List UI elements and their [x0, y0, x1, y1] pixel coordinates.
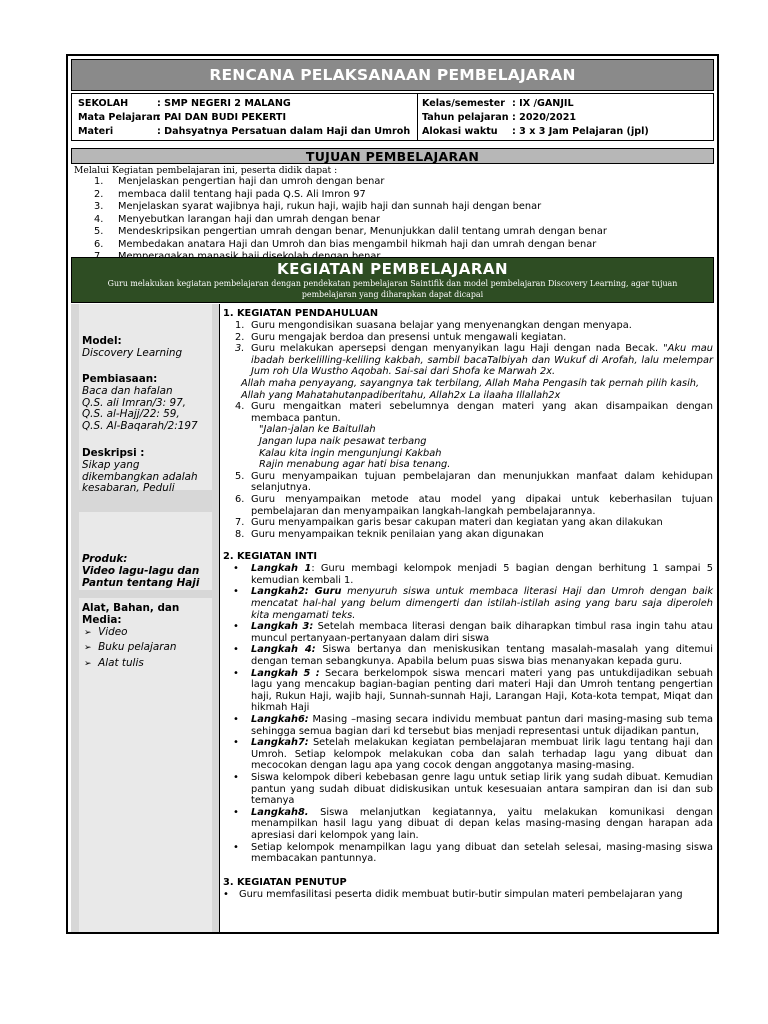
- bullet-icon: •: [233, 841, 239, 853]
- kelas-value: : IX /GANJIL: [512, 98, 574, 109]
- tujuan-item-number: 2.: [94, 188, 104, 200]
- pendahuluan-item: 6. Guru menyampaikan metode atau model yang dipakai untuk keberhasilan tujuan pembelajaran dan menyampaikan langkah-langkah pembelajarannya.: [235, 493, 713, 517]
- activity-content: [223, 308, 713, 900]
- bullet-icon: •: [233, 563, 239, 575]
- tujuan-item-text: Membedakan anatara Haji dan Umroh dan bias mengambil hikmah haji dan umrah dengan benar: [118, 238, 597, 250]
- arrow-icon: ➢: [84, 659, 92, 670]
- pendahuluan-item: 5. Guru menyampaikan tujuan pembelajaran dan menunjukkan manfaat dalam kehidupan selanjutnya.: [235, 470, 713, 494]
- tujuan-item: [94, 176, 607, 189]
- deskripsi-line: Sikap yang: [82, 458, 140, 471]
- tujuan-item-text: membaca dalil tentang haji pada Q.S. Ali Imron 97: [118, 188, 366, 200]
- kegiatan-subtitle-1: Guru melakukan kegiatan pembelajaran dengan pendekatan pembelajaran Saintifik dan model pembelajaran Discovery Learning, agar tujuan: [107, 279, 678, 288]
- penutup-title: 3. KEGIATAN PENUTUP: [223, 876, 347, 888]
- inti-title: 2. KEGIATAN INTI: [223, 551, 318, 563]
- deskripsi-line: kesabaran, Peduli: [82, 482, 175, 495]
- model-label: Model:: [82, 335, 122, 347]
- tujuan-intro: Melalui Kegiatan pembelajaran ini, peserta didik dapat :: [74, 165, 338, 176]
- tujuan-item-text: Menjelaskan pengertian haji dan umroh dengan benar: [118, 176, 385, 187]
- produk-line: Pantun tentang Haji: [82, 576, 200, 589]
- model-value: Discovery Learning: [82, 346, 183, 359]
- kegiatan-title: KEGIATAN PEMBELAJARAN: [276, 260, 509, 278]
- document-title: RENCANA PELAKSANAAN PEMBELAJARAN: [209, 66, 576, 84]
- tujuan-header: [71, 148, 714, 164]
- pendahuluan-item: 3. Guru melakukan apersepsi dengan menyanyikan lagu Haji dengan nada Becak. "Aku mau ibadah berkelilling-keliling kakbah, sambil bacaTalbiyah dan Wukuf di Arofah, lalu melempar Jum roh Ula Wustho Aqobah. Sai-sai dari Shofa ke Marwah 2x.: [235, 343, 713, 378]
- pendahuluan-item: 2. Guru mengajak berdoa dan presensi untuk mengawali kegiatan.: [235, 331, 567, 343]
- kelas-label: Kelas/semester: [422, 98, 506, 109]
- pantun-line: Jangan lupa naik pesawat terbang: [259, 435, 427, 447]
- inti-step: • Langkah7: Setelah melakukan kegiatan pembelajaran membuat lirik lagu tentang haji dan Umroh. Setiap kelompok melakukan coba dan salah terhadap lagu yang dibuat dan mecocokan dengan lagu apa yang cocok dengan anggotanya masing-masing.: [233, 737, 713, 772]
- bullet-icon: •: [233, 737, 239, 749]
- pendahuluan-lyric: Allah maha penyayang, sayangnya tak terbilang, Allah Maha Pengasih tak pernah pilih kasih, Allah yang Mahatahutanpadiberitahu, Allah2x La ilaaha Illallah2x: [241, 377, 700, 401]
- bullet-icon: •: [233, 644, 239, 656]
- alat-item: ➢ Alat tulis: [84, 657, 144, 670]
- pantun-line: Rajin menabung agar hati bisa tenang.: [259, 459, 451, 471]
- tujuan-item-text: Menjelaskan syarat wajibnya haji, rukun haji, wajib haji dan sunnah haji dengan benar: [118, 201, 542, 212]
- alat-label: Media:: [82, 613, 122, 626]
- inti-list: [223, 563, 713, 864]
- tujuan-item-number: 5.: [94, 226, 104, 237]
- pendahuluan-list: [223, 320, 713, 540]
- arrow-icon: ➢: [84, 643, 92, 654]
- pendahuluan-item: 7. Guru menyampaikan garis besar cakupan materi dan kegiatan yang akan dilakukan: [235, 517, 663, 529]
- tujuan-item-number: 1.: [94, 176, 104, 187]
- bullet-icon: •: [233, 771, 239, 783]
- tujuan-item-text: Menyebutkan larangan haji dan umrah dengan benar: [118, 213, 381, 225]
- penutup-item: • Guru memfasilitasi peserta didik membuat butir-butir simpulan materi pembelajaran yang: [223, 888, 683, 900]
- tujuan-item: [94, 189, 607, 202]
- produk-label: Produk:: [82, 553, 128, 565]
- mapel-value: : PAI DAN BUDI PEKERTI: [157, 112, 287, 123]
- pembiasaan-label: Pembiasaan:: [82, 373, 158, 385]
- sekolah-label: SEKOLAH: [78, 98, 129, 109]
- alokasi-value: : 3 x 3 Jam Pelajaran (jpl): [512, 126, 649, 137]
- bullet-icon: •: [223, 888, 229, 900]
- rpp-document: [66, 54, 719, 934]
- bullet-icon: •: [233, 621, 239, 633]
- deskripsi-label: Deskripsi :: [82, 447, 145, 459]
- inti-step: • Langkah6: Masing –masing secara individu membuat pantun dari masing-masing sub tema sehingga semua bagian dari kd tersebut bias menjadi representasi untuk dijadikan pantun,: [233, 714, 713, 737]
- tujuan-item-text: Mendeskripsikan pengertian umrah dengan benar, Menunjukkan dalil tentang umrah dengan benar: [118, 226, 607, 237]
- tujuan-item: [94, 201, 607, 214]
- pembiasaan-line: Q.S. al-Hajj/22: 59,: [82, 408, 180, 421]
- tujuan-item: [94, 239, 607, 252]
- pantun-line: Kalau kita ingin mengunjungi Kakbah: [259, 447, 442, 459]
- pendahuluan-item: 8. Guru menyampaikan teknik penilaian yang akan digunakan: [235, 528, 544, 540]
- alat-item: ➢ Buku pelajaran: [84, 641, 177, 654]
- tujuan-item: [94, 214, 607, 227]
- identity-table: [71, 93, 714, 141]
- alat-item: ➢ Video: [84, 625, 128, 638]
- pendahuluan-title: 1. KEGIATAN PENDAHULUAN: [223, 308, 379, 319]
- alat-label: Alat, Bahan, dan: [82, 602, 180, 614]
- bullet-icon: •: [233, 667, 239, 679]
- bullet-icon: •: [233, 586, 239, 598]
- inti-step: • Siswa kelompok diberi kebebasan genre lagu untuk setiap lirik yang sudah dibuat. Kemudian pantun yang sudah dibuat didiskusikan untuk kesesuaian antara sampiran dan isi dan sub temanya: [233, 771, 713, 807]
- pembiasaan-line: Q.S. Al-Baqarah/2:197: [82, 420, 198, 433]
- tujuan-item-number: 4.: [94, 213, 104, 225]
- pendahuluan-item: 1. Guru mengondisikan suasana belajar yang menyenangkan dengan menyapa.: [235, 320, 632, 331]
- sidebar-column: [71, 304, 220, 934]
- pendahuluan-item: 4. Guru mengaitkan materi sebelumnya dengan materi yang akan disampaikan dengan membaca pantun.: [235, 401, 713, 424]
- tujuan-title: TUJUAN PEMBELAJARAN: [305, 148, 480, 164]
- inti-step: • Langkah8. Siswa melanjutkan kegiatannya, yaitu melakukan komunikasi dengan menampilkan hasil lagu yang dibuat di depan kelas masing-masing dengan harapan ada apresiasi dari kelompok yang lain.: [233, 806, 713, 841]
- tujuan-item-number: 6.: [94, 238, 104, 250]
- tujuan-item-number: 3.: [94, 201, 104, 212]
- sidebar-gap-2: [71, 590, 219, 598]
- inti-step: • Langkah 5 : Secara berkelompok siswa mencari materi yang pas untukdijadikan sebuah lagu yang mencakup bagian-bagian penting dari materi Haji dan Umroh tentang pengertian haji, Rukun Haji, wajib haji, Sunnah-sunnah Haji, Larangan Haji, Kota-kota tempat, Miqat dan hikmah Haji: [233, 667, 713, 714]
- inti-step: • Langkah 3: Setelah membaca literasi dengan baik diharapkan timbul rasa ingin tahu atau muncul pertanyaan-pertanyaan dalam diri siswa: [233, 621, 713, 644]
- materi-value: : Dahsyatnya Persatuan dalam Haji dan Umroh: [157, 126, 411, 137]
- inti-step: • Langkah 4: Siswa bertanya dan meniskusikan tentang masalah-masalah yang ditemui dengan teman sebangkunya. Apabila belum puas siswa bias menanyakan kepada guru.: [233, 644, 713, 668]
- document-title-bar: [71, 59, 714, 91]
- bullet-icon: •: [233, 714, 239, 725]
- kegiatan-header: [71, 257, 714, 303]
- inti-step: • Langkah 1: Guru membagi kelompok menjadi 5 bagian dengan berhitung 1 sampai 5 kemudian kembali 1.: [233, 563, 714, 586]
- tahun-label: Tahun pelajaran: [422, 112, 509, 123]
- tahun-value: : 2020/2021: [512, 112, 577, 123]
- produk-line: Video lagu-lagu dan: [82, 564, 200, 577]
- pembiasaan-line: Baca dan hafalan: [82, 384, 173, 397]
- tujuan-list: [94, 176, 607, 264]
- bullet-icon: •: [233, 806, 239, 818]
- inti-step: • Setiap kelompok menampilkan lagu yang dibuat dan setelah selesai, masing-masing siswa membacakan pantunnya.: [233, 841, 713, 865]
- pembiasaan-line: Q.S. ali Imran/3: 97,: [82, 396, 186, 409]
- materi-label: Materi: [78, 126, 114, 137]
- sekolah-value: : SMP NEGERI 2 MALANG: [157, 98, 291, 109]
- tujuan-item: [94, 226, 607, 239]
- alokasi-label: Alokasi waktu: [422, 126, 498, 137]
- mapel-label: Mata Pelajaran: [78, 112, 160, 123]
- inti-step: • Langkah2: Guru menyuruh siswa untuk membaca literasi Haji dan Umroh dengan baik mencatat hal-hal yang belum dimengerti dan istilah-istilah asing yang baru saja diperoleh kita mengamati teks.: [233, 586, 713, 621]
- kegiatan-subtitle-2: pembelajaran yang diharapkan dapat dicapai: [301, 290, 484, 299]
- pantun-line: "Jalan-jalan ke Baitullah: [259, 424, 376, 436]
- arrow-icon: ➢: [84, 627, 92, 638]
- deskripsi-line: dikembangkan adalah: [82, 470, 198, 483]
